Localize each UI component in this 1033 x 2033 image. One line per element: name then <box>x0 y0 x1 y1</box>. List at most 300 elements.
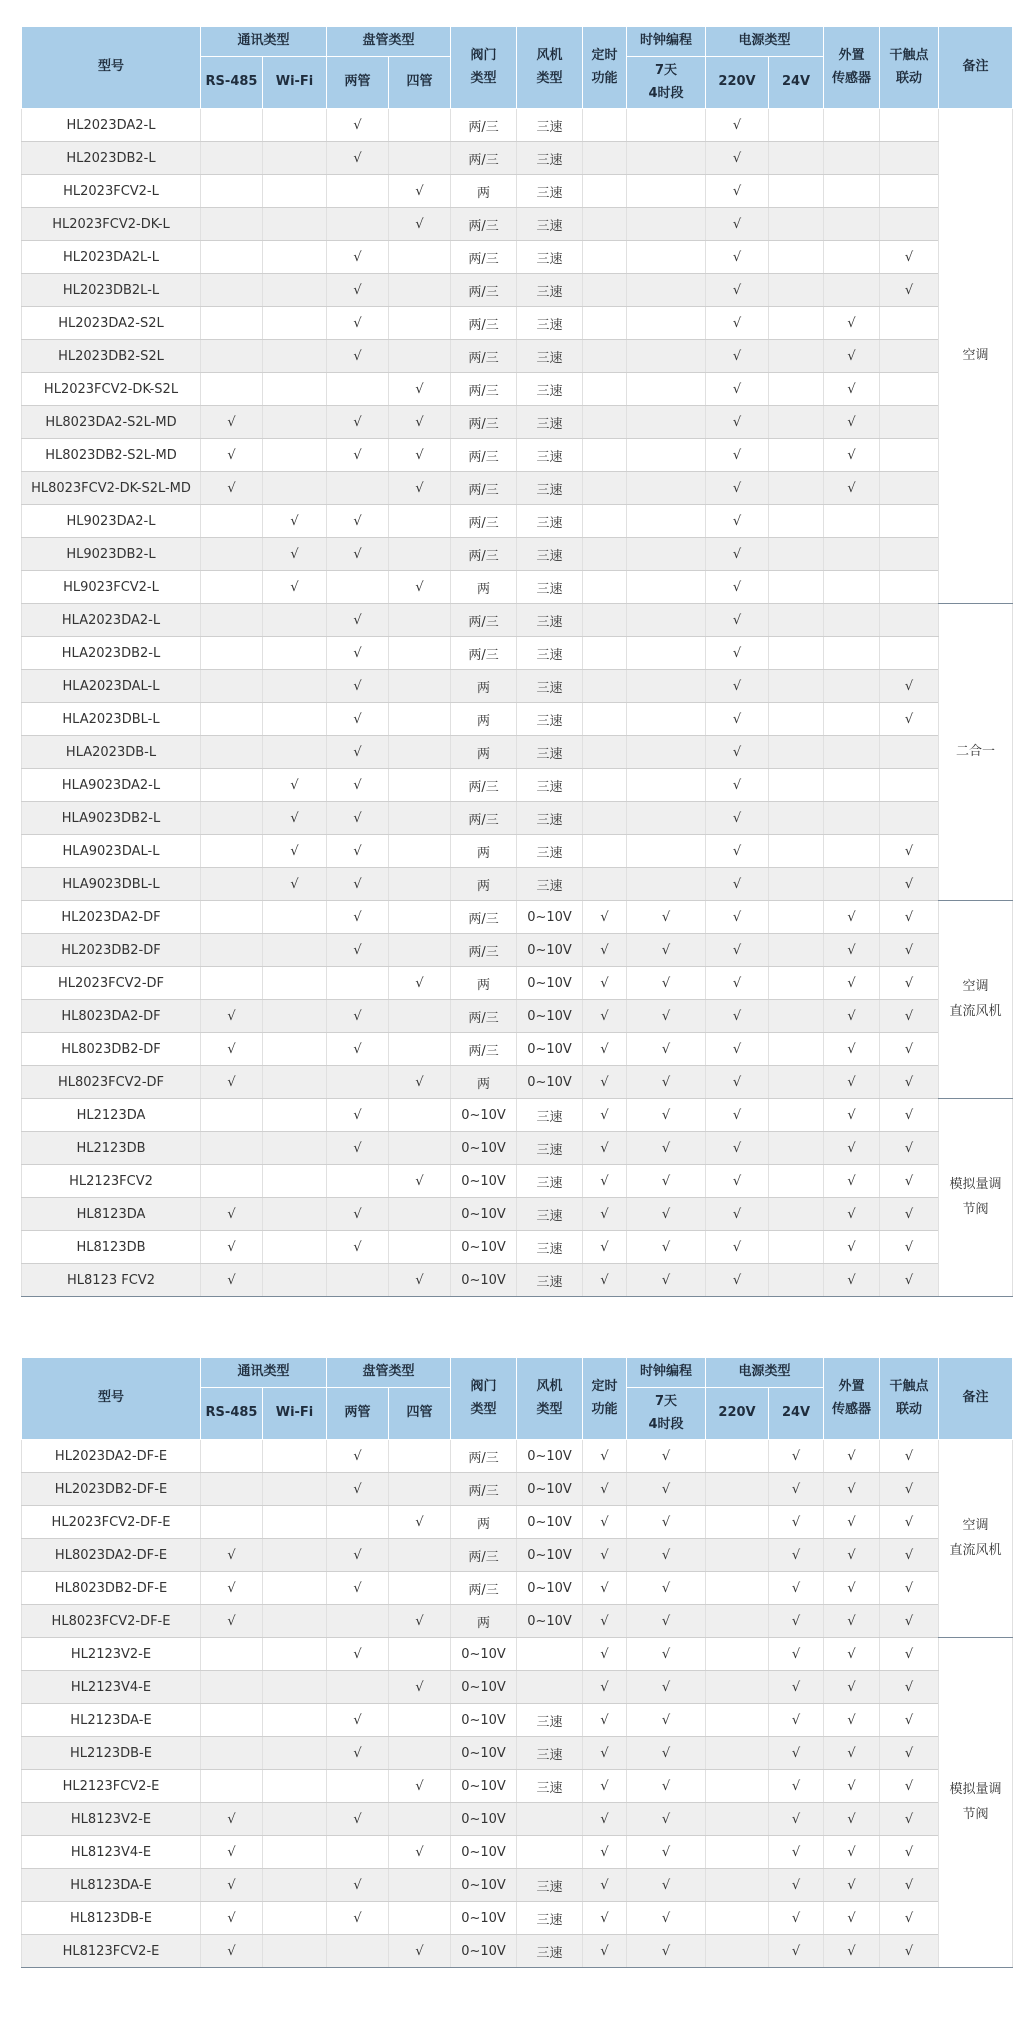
cell-four-pipe <box>389 307 451 340</box>
cell-v24 <box>769 1198 824 1231</box>
cell-clock-program: √ <box>627 1704 706 1737</box>
cell-two-pipe: √ <box>327 109 389 142</box>
cell-two-pipe <box>327 472 389 505</box>
cell-model: HL8023DB2-DF-E <box>22 1572 201 1605</box>
cell-v220: √ <box>706 241 769 274</box>
table-row <box>22 175 1013 208</box>
cell-two-pipe: √ <box>327 901 389 934</box>
cell-valve-type: 0~10V <box>451 1099 517 1132</box>
cell-dry-contact <box>880 538 939 571</box>
cell-two-pipe <box>327 1671 389 1704</box>
cell-wifi <box>263 1638 327 1671</box>
table-row <box>22 1066 1013 1099</box>
cell-rs485: √ <box>201 1539 263 1572</box>
cell-wifi <box>263 1671 327 1704</box>
cell-v220 <box>706 1902 769 1935</box>
cell-ext-sensor: √ <box>824 1264 880 1297</box>
cell-four-pipe <box>389 241 451 274</box>
cell-two-pipe: √ <box>327 1440 389 1473</box>
cell-dry-contact: √ <box>880 241 939 274</box>
cell-dry-contact: √ <box>880 274 939 307</box>
table-row <box>22 1605 1013 1638</box>
cell-valve-type: 两 <box>451 670 517 703</box>
cell-two-pipe <box>327 208 389 241</box>
cell-valve-type: 0~10V <box>451 1264 517 1297</box>
cell-fan-type: 0~10V <box>517 967 583 1000</box>
cell-ext-sensor <box>824 109 880 142</box>
cell-v24: √ <box>769 1473 824 1506</box>
table-row <box>22 1638 1013 1671</box>
cell-rs485: √ <box>201 406 263 439</box>
cell-ext-sensor: √ <box>824 1066 880 1099</box>
cell-rs485 <box>201 241 263 274</box>
cell-wifi <box>263 736 327 769</box>
cell-valve-type: 两/三 <box>451 1000 517 1033</box>
cell-ext-sensor: √ <box>824 1132 880 1165</box>
col-dry-contact: 干触点 联动 <box>880 1358 939 1440</box>
cell-v24: √ <box>769 1869 824 1902</box>
cell-ext-sensor: √ <box>824 1000 880 1033</box>
table-row <box>22 1506 1013 1539</box>
cell-dry-contact: √ <box>880 901 939 934</box>
cell-four-pipe <box>389 802 451 835</box>
cell-valve-type: 两/三 <box>451 934 517 967</box>
cell-fan-type: 三速 <box>517 208 583 241</box>
cell-dry-contact: √ <box>880 1539 939 1572</box>
cell-valve-type: 两/三 <box>451 637 517 670</box>
cell-timer <box>583 835 627 868</box>
cell-dry-contact: √ <box>880 1066 939 1099</box>
cell-fan-type: 0~10V <box>517 934 583 967</box>
cell-ext-sensor: √ <box>824 1165 880 1198</box>
table-row <box>22 1099 1013 1132</box>
table-row <box>22 1198 1013 1231</box>
cell-model: HL9023DA2-L <box>22 505 201 538</box>
cell-model: HLA2023DA2-L <box>22 604 201 637</box>
cell-wifi <box>263 175 327 208</box>
cell-fan-type: 三速 <box>517 472 583 505</box>
cell-v220: √ <box>706 1099 769 1132</box>
cell-valve-type: 两/三 <box>451 1539 517 1572</box>
cell-v220: √ <box>706 868 769 901</box>
cell-v220: √ <box>706 835 769 868</box>
cell-timer: √ <box>583 1198 627 1231</box>
cell-model: HL2023DA2L-L <box>22 241 201 274</box>
cell-timer: √ <box>583 1770 627 1803</box>
cell-model: HL8023DB2-S2L-MD <box>22 439 201 472</box>
cell-ext-sensor: √ <box>824 472 880 505</box>
cell-timer <box>583 208 627 241</box>
cell-two-pipe: √ <box>327 1572 389 1605</box>
cell-rs485: √ <box>201 1605 263 1638</box>
cell-timer: √ <box>583 1099 627 1132</box>
cell-timer: √ <box>583 1671 627 1704</box>
col-power-type: 电源类型 <box>706 1358 824 1388</box>
table-row <box>22 1572 1013 1605</box>
cell-v220: √ <box>706 934 769 967</box>
cell-clock-program <box>627 637 706 670</box>
cell-v24: √ <box>769 1440 824 1473</box>
table-row <box>22 1704 1013 1737</box>
cell-clock-program <box>627 439 706 472</box>
col-fan-type: 风机 类型 <box>517 27 583 109</box>
cell-wifi <box>263 1000 327 1033</box>
cell-four-pipe: √ <box>389 373 451 406</box>
cell-valve-type: 0~10V <box>451 1935 517 1968</box>
table-row <box>22 1869 1013 1902</box>
cell-timer: √ <box>583 1000 627 1033</box>
cell-fan-type: 三速 <box>517 1902 583 1935</box>
cell-ext-sensor: √ <box>824 1704 880 1737</box>
cell-wifi <box>263 1902 327 1935</box>
cell-four-pipe: √ <box>389 406 451 439</box>
cell-clock-program <box>627 241 706 274</box>
remark-line: 二合一 <box>956 743 996 759</box>
cell-ext-sensor: √ <box>824 439 880 472</box>
table-row <box>22 1902 1013 1935</box>
cell-wifi <box>263 637 327 670</box>
cell-v220: √ <box>706 967 769 1000</box>
cell-two-pipe: √ <box>327 1473 389 1506</box>
cell-wifi: √ <box>263 769 327 802</box>
cell-v24 <box>769 274 824 307</box>
cell-ext-sensor: √ <box>824 1671 880 1704</box>
cell-ext-sensor <box>824 868 880 901</box>
cell-v24 <box>769 472 824 505</box>
cell-model: HLA9023DA2-L <box>22 769 201 802</box>
cell-two-pipe: √ <box>327 340 389 373</box>
cell-v24 <box>769 505 824 538</box>
cell-dry-contact: √ <box>880 1473 939 1506</box>
cell-clock-program: √ <box>627 1572 706 1605</box>
cell-timer <box>583 538 627 571</box>
cell-rs485: √ <box>201 1264 263 1297</box>
cell-clock-program: √ <box>627 1836 706 1869</box>
cell-v24 <box>769 340 824 373</box>
cell-dry-contact: √ <box>880 1165 939 1198</box>
cell-timer: √ <box>583 1704 627 1737</box>
cell-timer: √ <box>583 1231 627 1264</box>
cell-dry-contact: √ <box>880 1704 939 1737</box>
cell-wifi: √ <box>263 538 327 571</box>
cell-fan-type: 三速 <box>517 1165 583 1198</box>
table-row <box>22 274 1013 307</box>
cell-clock-program: √ <box>627 1638 706 1671</box>
cell-fan-type <box>517 1803 583 1836</box>
cell-ext-sensor: √ <box>824 1902 880 1935</box>
cell-wifi: √ <box>263 571 327 604</box>
cell-fan-type: 0~10V <box>517 1572 583 1605</box>
cell-model: HLA9023DAL-L <box>22 835 201 868</box>
cell-timer: √ <box>583 1440 627 1473</box>
cell-four-pipe <box>389 1099 451 1132</box>
cell-v24 <box>769 1231 824 1264</box>
cell-valve-type: 两/三 <box>451 142 517 175</box>
cell-v220: √ <box>706 274 769 307</box>
cell-model: HLA2023DBL-L <box>22 703 201 736</box>
cell-fan-type: 三速 <box>517 142 583 175</box>
cell-clock-program: √ <box>627 1803 706 1836</box>
cell-v220 <box>706 1671 769 1704</box>
cell-two-pipe: √ <box>327 1000 389 1033</box>
cell-v220: √ <box>706 142 769 175</box>
cell-four-pipe <box>389 1231 451 1264</box>
cell-v24 <box>769 604 824 637</box>
cell-dry-contact: √ <box>880 1671 939 1704</box>
cell-fan-type <box>517 1638 583 1671</box>
cell-ext-sensor: √ <box>824 1539 880 1572</box>
cell-two-pipe: √ <box>327 505 389 538</box>
cell-timer: √ <box>583 1132 627 1165</box>
cell-timer <box>583 604 627 637</box>
table-row <box>22 1737 1013 1770</box>
col-four-pipe: 四管 <box>389 1388 451 1440</box>
cell-fan-type: 三速 <box>517 307 583 340</box>
cell-rs485 <box>201 1099 263 1132</box>
cell-ext-sensor <box>824 274 880 307</box>
cell-timer <box>583 274 627 307</box>
cell-v24: √ <box>769 1836 824 1869</box>
cell-rs485 <box>201 703 263 736</box>
cell-rs485 <box>201 373 263 406</box>
table-row <box>22 1473 1013 1506</box>
cell-wifi <box>263 670 327 703</box>
col-rs485: RS-485 <box>201 57 263 109</box>
cell-clock-program <box>627 736 706 769</box>
cell-four-pipe <box>389 901 451 934</box>
cell-v220: √ <box>706 1165 769 1198</box>
cell-four-pipe: √ <box>389 472 451 505</box>
cell-v220: √ <box>706 703 769 736</box>
cell-clock-program: √ <box>627 1902 706 1935</box>
cell-two-pipe <box>327 1770 389 1803</box>
cell-v220 <box>706 1836 769 1869</box>
cell-wifi <box>263 1803 327 1836</box>
col-four-pipe: 四管 <box>389 57 451 109</box>
cell-dry-contact: √ <box>880 1869 939 1902</box>
cell-clock-program: √ <box>627 1473 706 1506</box>
cell-four-pipe <box>389 1033 451 1066</box>
cell-rs485: √ <box>201 1231 263 1264</box>
cell-valve-type: 两 <box>451 736 517 769</box>
cell-fan-type: 三速 <box>517 406 583 439</box>
cell-clock-program <box>627 208 706 241</box>
table-row <box>22 472 1013 505</box>
cell-clock-program <box>627 406 706 439</box>
cell-rs485: √ <box>201 1902 263 1935</box>
cell-ext-sensor <box>824 241 880 274</box>
cell-clock-program <box>627 175 706 208</box>
cell-two-pipe: √ <box>327 142 389 175</box>
cell-four-pipe <box>389 1572 451 1605</box>
cell-model: HL2123DA <box>22 1099 201 1132</box>
cell-valve-type: 两/三 <box>451 769 517 802</box>
cell-v24 <box>769 142 824 175</box>
cell-two-pipe <box>327 1264 389 1297</box>
cell-dry-contact <box>880 769 939 802</box>
cell-model: HL8023DA2-S2L-MD <box>22 406 201 439</box>
col-remark: 备注 <box>939 1358 1013 1440</box>
cell-fan-type: 三速 <box>517 538 583 571</box>
cell-ext-sensor: √ <box>824 1770 880 1803</box>
cell-ext-sensor <box>824 208 880 241</box>
cell-clock-program: √ <box>627 1605 706 1638</box>
cell-ext-sensor <box>824 505 880 538</box>
cell-ext-sensor: √ <box>824 1803 880 1836</box>
cell-two-pipe <box>327 967 389 1000</box>
cell-dry-contact <box>880 109 939 142</box>
cell-dry-contact: √ <box>880 934 939 967</box>
cell-two-pipe: √ <box>327 1231 389 1264</box>
cell-v220: √ <box>706 505 769 538</box>
cell-dry-contact: √ <box>880 703 939 736</box>
cell-wifi <box>263 1132 327 1165</box>
cell-dry-contact: √ <box>880 1099 939 1132</box>
cell-fan-type: 0~10V <box>517 1473 583 1506</box>
cell-dry-contact <box>880 340 939 373</box>
cell-two-pipe <box>327 1935 389 1968</box>
cell-v220 <box>706 1440 769 1473</box>
cell-v24: √ <box>769 1572 824 1605</box>
cell-valve-type: 两 <box>451 703 517 736</box>
table-row <box>22 637 1013 670</box>
cell-clock-program: √ <box>627 1066 706 1099</box>
cell-model: HL8023DA2-DF-E <box>22 1539 201 1572</box>
cell-v220 <box>706 1539 769 1572</box>
cell-valve-type: 两 <box>451 571 517 604</box>
table-row <box>22 736 1013 769</box>
cell-wifi: √ <box>263 505 327 538</box>
cell-two-pipe: √ <box>327 736 389 769</box>
col-dry-contact: 干触点 联动 <box>880 27 939 109</box>
cell-wifi <box>263 109 327 142</box>
col-timer: 定时 功能 <box>583 27 627 109</box>
cell-ext-sensor: √ <box>824 1033 880 1066</box>
cell-timer: √ <box>583 1033 627 1066</box>
cell-timer <box>583 109 627 142</box>
cell-valve-type: 两/三 <box>451 241 517 274</box>
cell-dry-contact: √ <box>880 1231 939 1264</box>
col-two-pipe: 两管 <box>327 57 389 109</box>
remark-line: 空调 <box>962 347 989 363</box>
cell-two-pipe: √ <box>327 307 389 340</box>
cell-fan-type <box>517 1671 583 1704</box>
cell-ext-sensor: √ <box>824 1869 880 1902</box>
cell-model: HL8123DA-E <box>22 1869 201 1902</box>
cell-v24: √ <box>769 1539 824 1572</box>
table-row <box>22 208 1013 241</box>
cell-four-pipe <box>389 1473 451 1506</box>
cell-four-pipe: √ <box>389 571 451 604</box>
spec-table-1 <box>21 26 1013 1297</box>
cell-model: HL2023DB2-DF <box>22 934 201 967</box>
cell-v220: √ <box>706 802 769 835</box>
cell-four-pipe <box>389 637 451 670</box>
cell-v220: √ <box>706 1066 769 1099</box>
cell-wifi <box>263 1264 327 1297</box>
cell-dry-contact: √ <box>880 1132 939 1165</box>
remark-line: 直流风机 <box>949 1542 1002 1558</box>
cell-valve-type: 两/三 <box>451 307 517 340</box>
table-row <box>22 1935 1013 1968</box>
cell-fan-type: 三速 <box>517 1704 583 1737</box>
cell-v220 <box>706 1803 769 1836</box>
cell-v220: √ <box>706 538 769 571</box>
cell-v24: √ <box>769 1770 824 1803</box>
cell-two-pipe <box>327 1165 389 1198</box>
cell-fan-type: 三速 <box>517 1099 583 1132</box>
cell-v220 <box>706 1605 769 1638</box>
cell-v220: √ <box>706 1000 769 1033</box>
cell-wifi <box>263 1198 327 1231</box>
cell-four-pipe <box>389 835 451 868</box>
cell-timer: √ <box>583 1803 627 1836</box>
cell-four-pipe: √ <box>389 1066 451 1099</box>
cell-v220: √ <box>706 340 769 373</box>
cell-fan-type: 三速 <box>517 736 583 769</box>
cell-v220: √ <box>706 109 769 142</box>
cell-v220: √ <box>706 307 769 340</box>
cell-model: HL2023DB2-S2L <box>22 340 201 373</box>
col-valve-type: 阀门 类型 <box>451 27 517 109</box>
cell-v24: √ <box>769 1737 824 1770</box>
cell-fan-type <box>517 1836 583 1869</box>
cell-v24 <box>769 670 824 703</box>
cell-rs485 <box>201 505 263 538</box>
cell-rs485 <box>201 538 263 571</box>
cell-rs485 <box>201 571 263 604</box>
cell-timer <box>583 505 627 538</box>
cell-valve-type: 两/三 <box>451 373 517 406</box>
cell-four-pipe: √ <box>389 208 451 241</box>
col-7day-4period: 7天 4时段 <box>627 57 706 109</box>
remark-line: 直流风机 <box>949 1003 1002 1019</box>
cell-model: HL2023DB2-DF-E <box>22 1473 201 1506</box>
table-row <box>22 1671 1013 1704</box>
cell-timer <box>583 769 627 802</box>
table-row <box>22 340 1013 373</box>
cell-wifi <box>263 274 327 307</box>
cell-wifi <box>263 1506 327 1539</box>
cell-two-pipe: √ <box>327 670 389 703</box>
cell-v24 <box>769 175 824 208</box>
cell-valve-type: 0~10V <box>451 1132 517 1165</box>
cell-model: HL8123FCV2-E <box>22 1935 201 1968</box>
cell-four-pipe <box>389 1737 451 1770</box>
cell-fan-type: 0~10V <box>517 1539 583 1572</box>
cell-v24 <box>769 736 824 769</box>
cell-v24: √ <box>769 1605 824 1638</box>
cell-model: HL8023FCV2-DF <box>22 1066 201 1099</box>
cell-wifi <box>263 373 327 406</box>
col-ext-sensor: 外置 传感器 <box>824 27 880 109</box>
cell-v24: √ <box>769 1803 824 1836</box>
cell-ext-sensor: √ <box>824 373 880 406</box>
cell-clock-program <box>627 373 706 406</box>
cell-v220: √ <box>706 439 769 472</box>
cell-dry-contact <box>880 802 939 835</box>
cell-rs485: √ <box>201 439 263 472</box>
cell-valve-type: 两/三 <box>451 472 517 505</box>
cell-fan-type: 0~10V <box>517 901 583 934</box>
cell-fan-type: 三速 <box>517 637 583 670</box>
cell-clock-program: √ <box>627 1737 706 1770</box>
cell-model: HL2023FCV2-DF <box>22 967 201 1000</box>
table-row <box>22 1803 1013 1836</box>
cell-wifi <box>263 1231 327 1264</box>
cell-v24 <box>769 1264 824 1297</box>
cell-v220 <box>706 1572 769 1605</box>
